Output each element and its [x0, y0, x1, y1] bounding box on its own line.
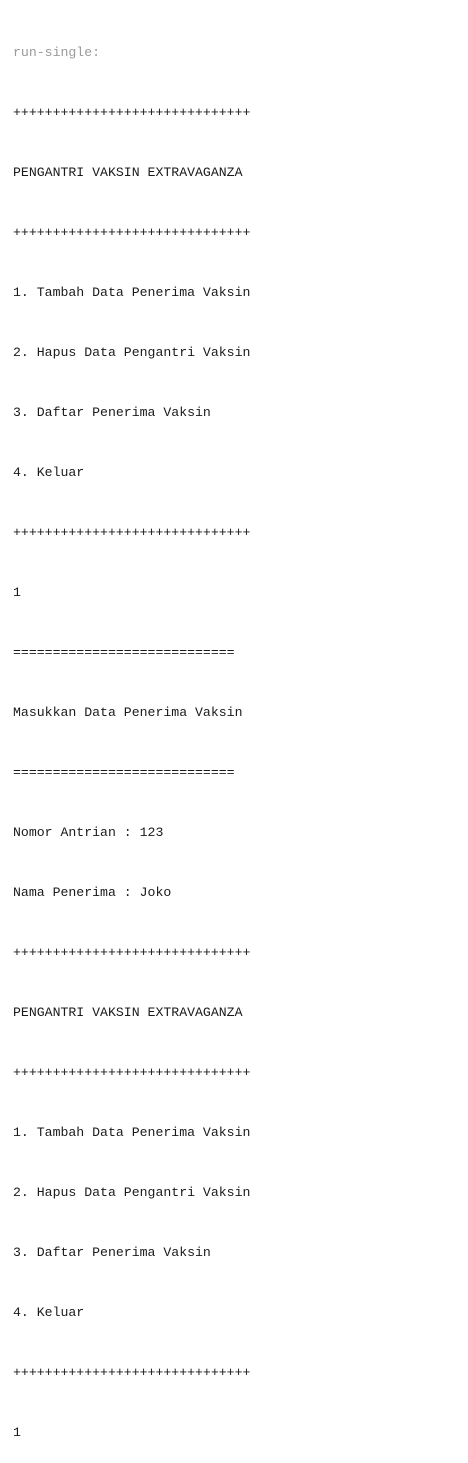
- input-section-title: Masukkan Data Penerima Vaksin: [13, 705, 243, 720]
- separator-plus: ++++++++++++++++++++++++++++++: [13, 1365, 251, 1380]
- user-input-choice: 1: [13, 585, 21, 600]
- queue-number-line: Nomor Antrian : 123: [13, 825, 164, 840]
- user-input-choice: 1: [13, 1425, 21, 1440]
- separator-plus: ++++++++++++++++++++++++++++++: [13, 105, 251, 120]
- separator-plus: ++++++++++++++++++++++++++++++: [13, 1065, 251, 1080]
- menu-option-list: 3. Daftar Penerima Vaksin: [13, 1245, 211, 1260]
- separator-plus: ++++++++++++++++++++++++++++++: [13, 225, 251, 240]
- menu-title: PENGANTRI VAKSIN EXTRAVAGANZA: [13, 1005, 243, 1020]
- run-header: run-single:: [13, 45, 101, 60]
- menu-option-delete: 2. Hapus Data Pengantri Vaksin: [13, 345, 251, 360]
- menu-option-add: 1. Tambah Data Penerima Vaksin: [13, 285, 251, 300]
- separator-plus: ++++++++++++++++++++++++++++++: [13, 525, 251, 540]
- menu-title: PENGANTRI VAKSIN EXTRAVAGANZA: [13, 165, 243, 180]
- menu-option-list: 3. Daftar Penerima Vaksin: [13, 405, 211, 420]
- menu-option-add: 1. Tambah Data Penerima Vaksin: [13, 1125, 251, 1140]
- separator-equals: ============================: [13, 645, 235, 660]
- menu-option-exit: 4. Keluar: [13, 1305, 85, 1320]
- console-output: [13, 3, 463, 1463]
- recipient-name-line: Nama Penerima : Joko: [13, 885, 172, 900]
- separator-equals: ============================: [13, 765, 235, 780]
- menu-option-exit: 4. Keluar: [13, 465, 85, 480]
- separator-plus: ++++++++++++++++++++++++++++++: [13, 945, 251, 960]
- menu-option-delete: 2. Hapus Data Pengantri Vaksin: [13, 1185, 251, 1200]
